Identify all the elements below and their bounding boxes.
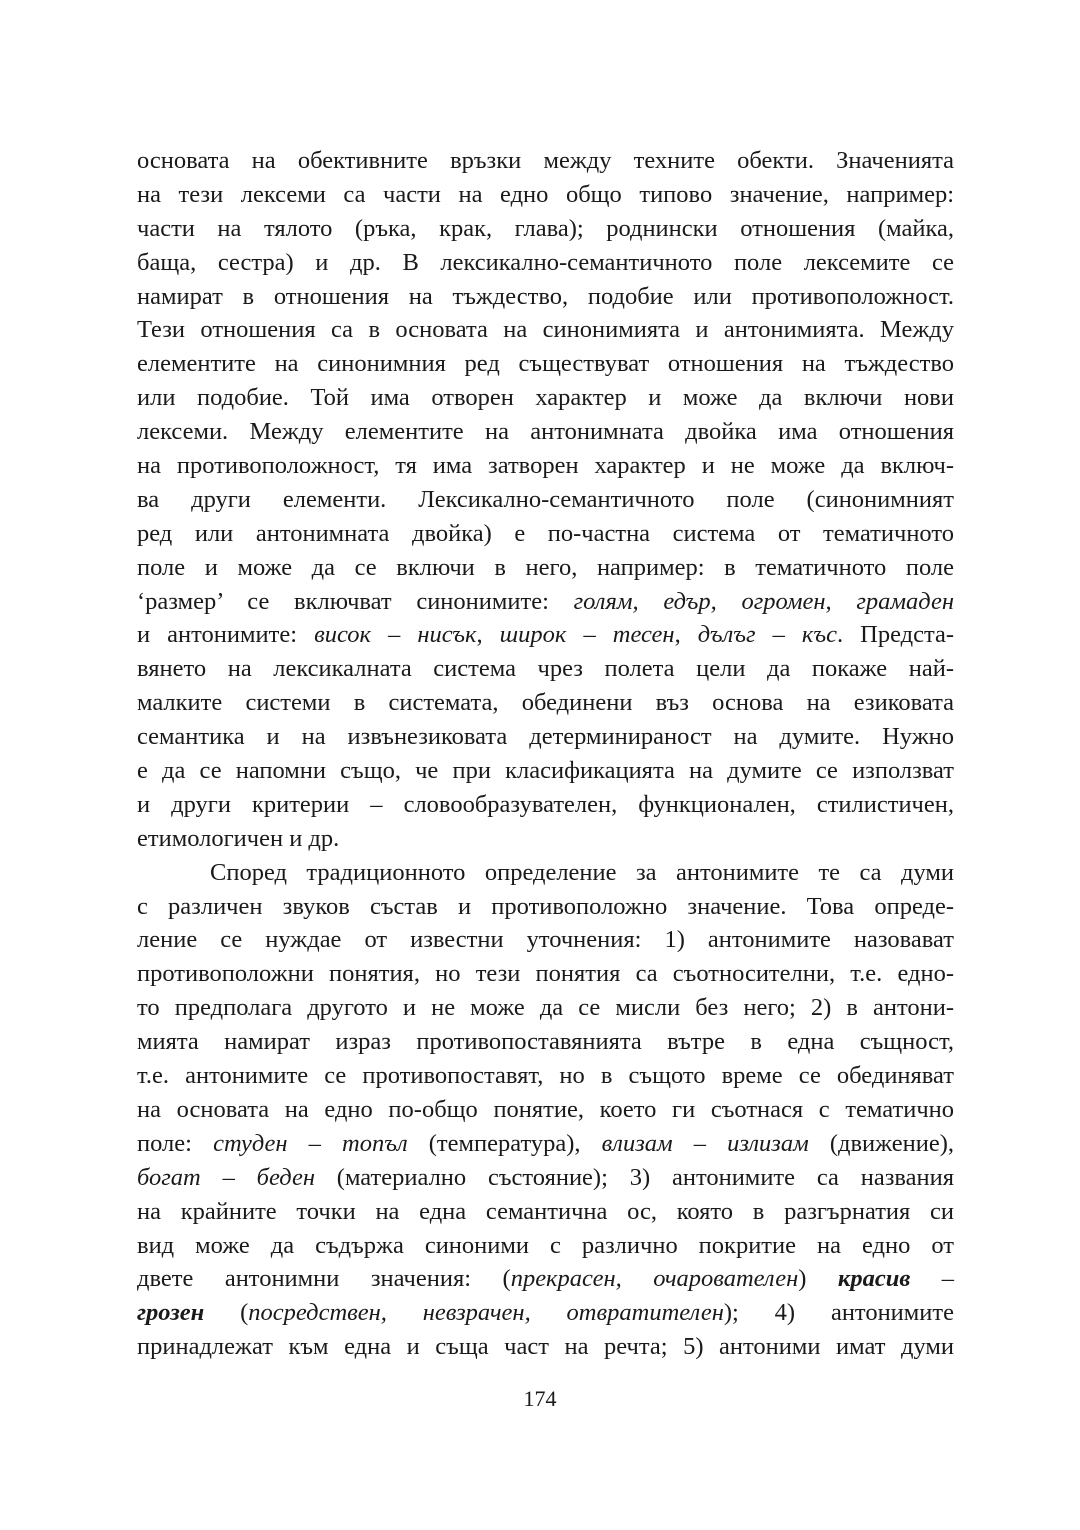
- italic-term: влизам – излизам: [601, 1129, 809, 1157]
- text-line: ‘размер’ се включват синонимите: голям, едър, огромен, грамаден: [137, 587, 954, 615]
- text-line: семантика и на извънезиковата детерминираност на думите. Нужно: [137, 723, 954, 751]
- text-line: части на тялото (ръка, крак, глава); роднински отношения (майка,: [137, 214, 954, 242]
- text-line: противоположни понятия, но тези понятия са съотносителни, т.е. едно-: [137, 960, 954, 988]
- text-line: вид може да съдържа синоними с различно покритие на едно от: [137, 1231, 954, 1259]
- text-line: поле и може да се включи в него, например: в тематичното поле: [137, 553, 954, 581]
- text-line: поле: студен – топъл (температура), влизам – излизам (движение),: [137, 1129, 954, 1157]
- text-line: или подобие. Той има отворен характер и може да включи нови: [137, 384, 954, 412]
- bold-italic-term: грозен: [137, 1299, 205, 1327]
- text-line: основата на обективните връзки между техните обекти. Значенията: [137, 147, 954, 174]
- text-line: принадлежат към една и съща част на речта; 5) антоними имат думи: [137, 1333, 954, 1361]
- text-line: ление се нуждае от известни уточнения: 1) антонимите назовават: [137, 926, 954, 954]
- text-line: грозен (посредствен, невзрачен, отвратителен); 4) антонимите: [137, 1299, 954, 1327]
- text-line: богат – беден (материално състояние); 3) антонимите са названия: [137, 1163, 954, 1191]
- text-line: то предполага другото и не може да се мисли без него; 2) в антони-: [137, 994, 954, 1022]
- text-line: на крайните точки на една семантична ос, която в разгърнатия си: [137, 1197, 954, 1225]
- italic-term: прекрасен, очарователен: [510, 1265, 799, 1293]
- text-line: намират в отношения на тъждество, подобие или противоположност.: [137, 282, 954, 310]
- text-line: етимологичен и др.: [137, 824, 340, 852]
- page-number: 174: [523, 1386, 557, 1411]
- italic-term: голям, едър, огромен, грамаден: [573, 587, 954, 615]
- text-line: и други критерии – словообразувателен, функционален, стилистичен,: [137, 790, 954, 818]
- italic-term: дълъг – къс: [697, 621, 837, 649]
- text-line: двете антонимни значения: (прекрасен, очарователен) красив –: [137, 1265, 955, 1293]
- bold-italic-term: красив: [837, 1265, 911, 1293]
- text-line: с различен звуков състав и противоположно значение. Това опреде-: [137, 892, 954, 920]
- text-line: на противоположност, тя има затворен характер и не може да включ-: [137, 452, 954, 480]
- text-line: т.е. антонимите се противопоставят, но в същото време се обединяват: [137, 1062, 954, 1090]
- italic-term: студен – топъл: [213, 1129, 408, 1157]
- text-line: малките системи в системата, обединени въз основа на езиковата: [137, 689, 954, 717]
- text-line: на основата на едно по-общо понятие, което ги съотнася с тематично: [137, 1095, 954, 1123]
- text-line: мията намират израз противопоставянията вътре в една същност,: [137, 1028, 954, 1056]
- text-line: ред или антонимната двойка) е по-частна система от тематичното: [137, 519, 954, 547]
- text-line: Тези отношения са в основата на синонимията и антонимията. Между: [137, 316, 954, 344]
- text-line: вянето на лексикалната система чрез полета цели да покаже най-: [137, 655, 954, 683]
- text-line: елементите на синонимния ред съществуват отношения на тъждество: [137, 350, 954, 378]
- italic-term: широк – тесен: [499, 621, 675, 649]
- text-line: на тези лексеми са части на едно общо типово значение, например:: [137, 180, 954, 208]
- body-text: [137, 144, 954, 1364]
- italic-term: посредствен, невзрачен, отвратителен: [248, 1299, 724, 1327]
- text-line: ва други елементи. Лексикално-семантичното поле (синонимният: [137, 485, 954, 513]
- italic-term: богат – беден: [137, 1163, 315, 1191]
- text-line: е да се напомни също, че при класификацията на думите се използват: [137, 757, 954, 785]
- italic-term: висок – нисък: [314, 621, 477, 649]
- text-line: лексеми. Между елементите на антонимната двойка има отношения: [137, 418, 954, 446]
- text-line: баща, сестра) и др. В лексикално-семантичното поле лексемите се: [137, 248, 954, 276]
- text-line: и антонимите: висок – нисък, широк – тесен, дълъг – къс. Предста-: [137, 621, 955, 649]
- text-line: Според традиционното определение за антонимите те са думи: [210, 858, 954, 886]
